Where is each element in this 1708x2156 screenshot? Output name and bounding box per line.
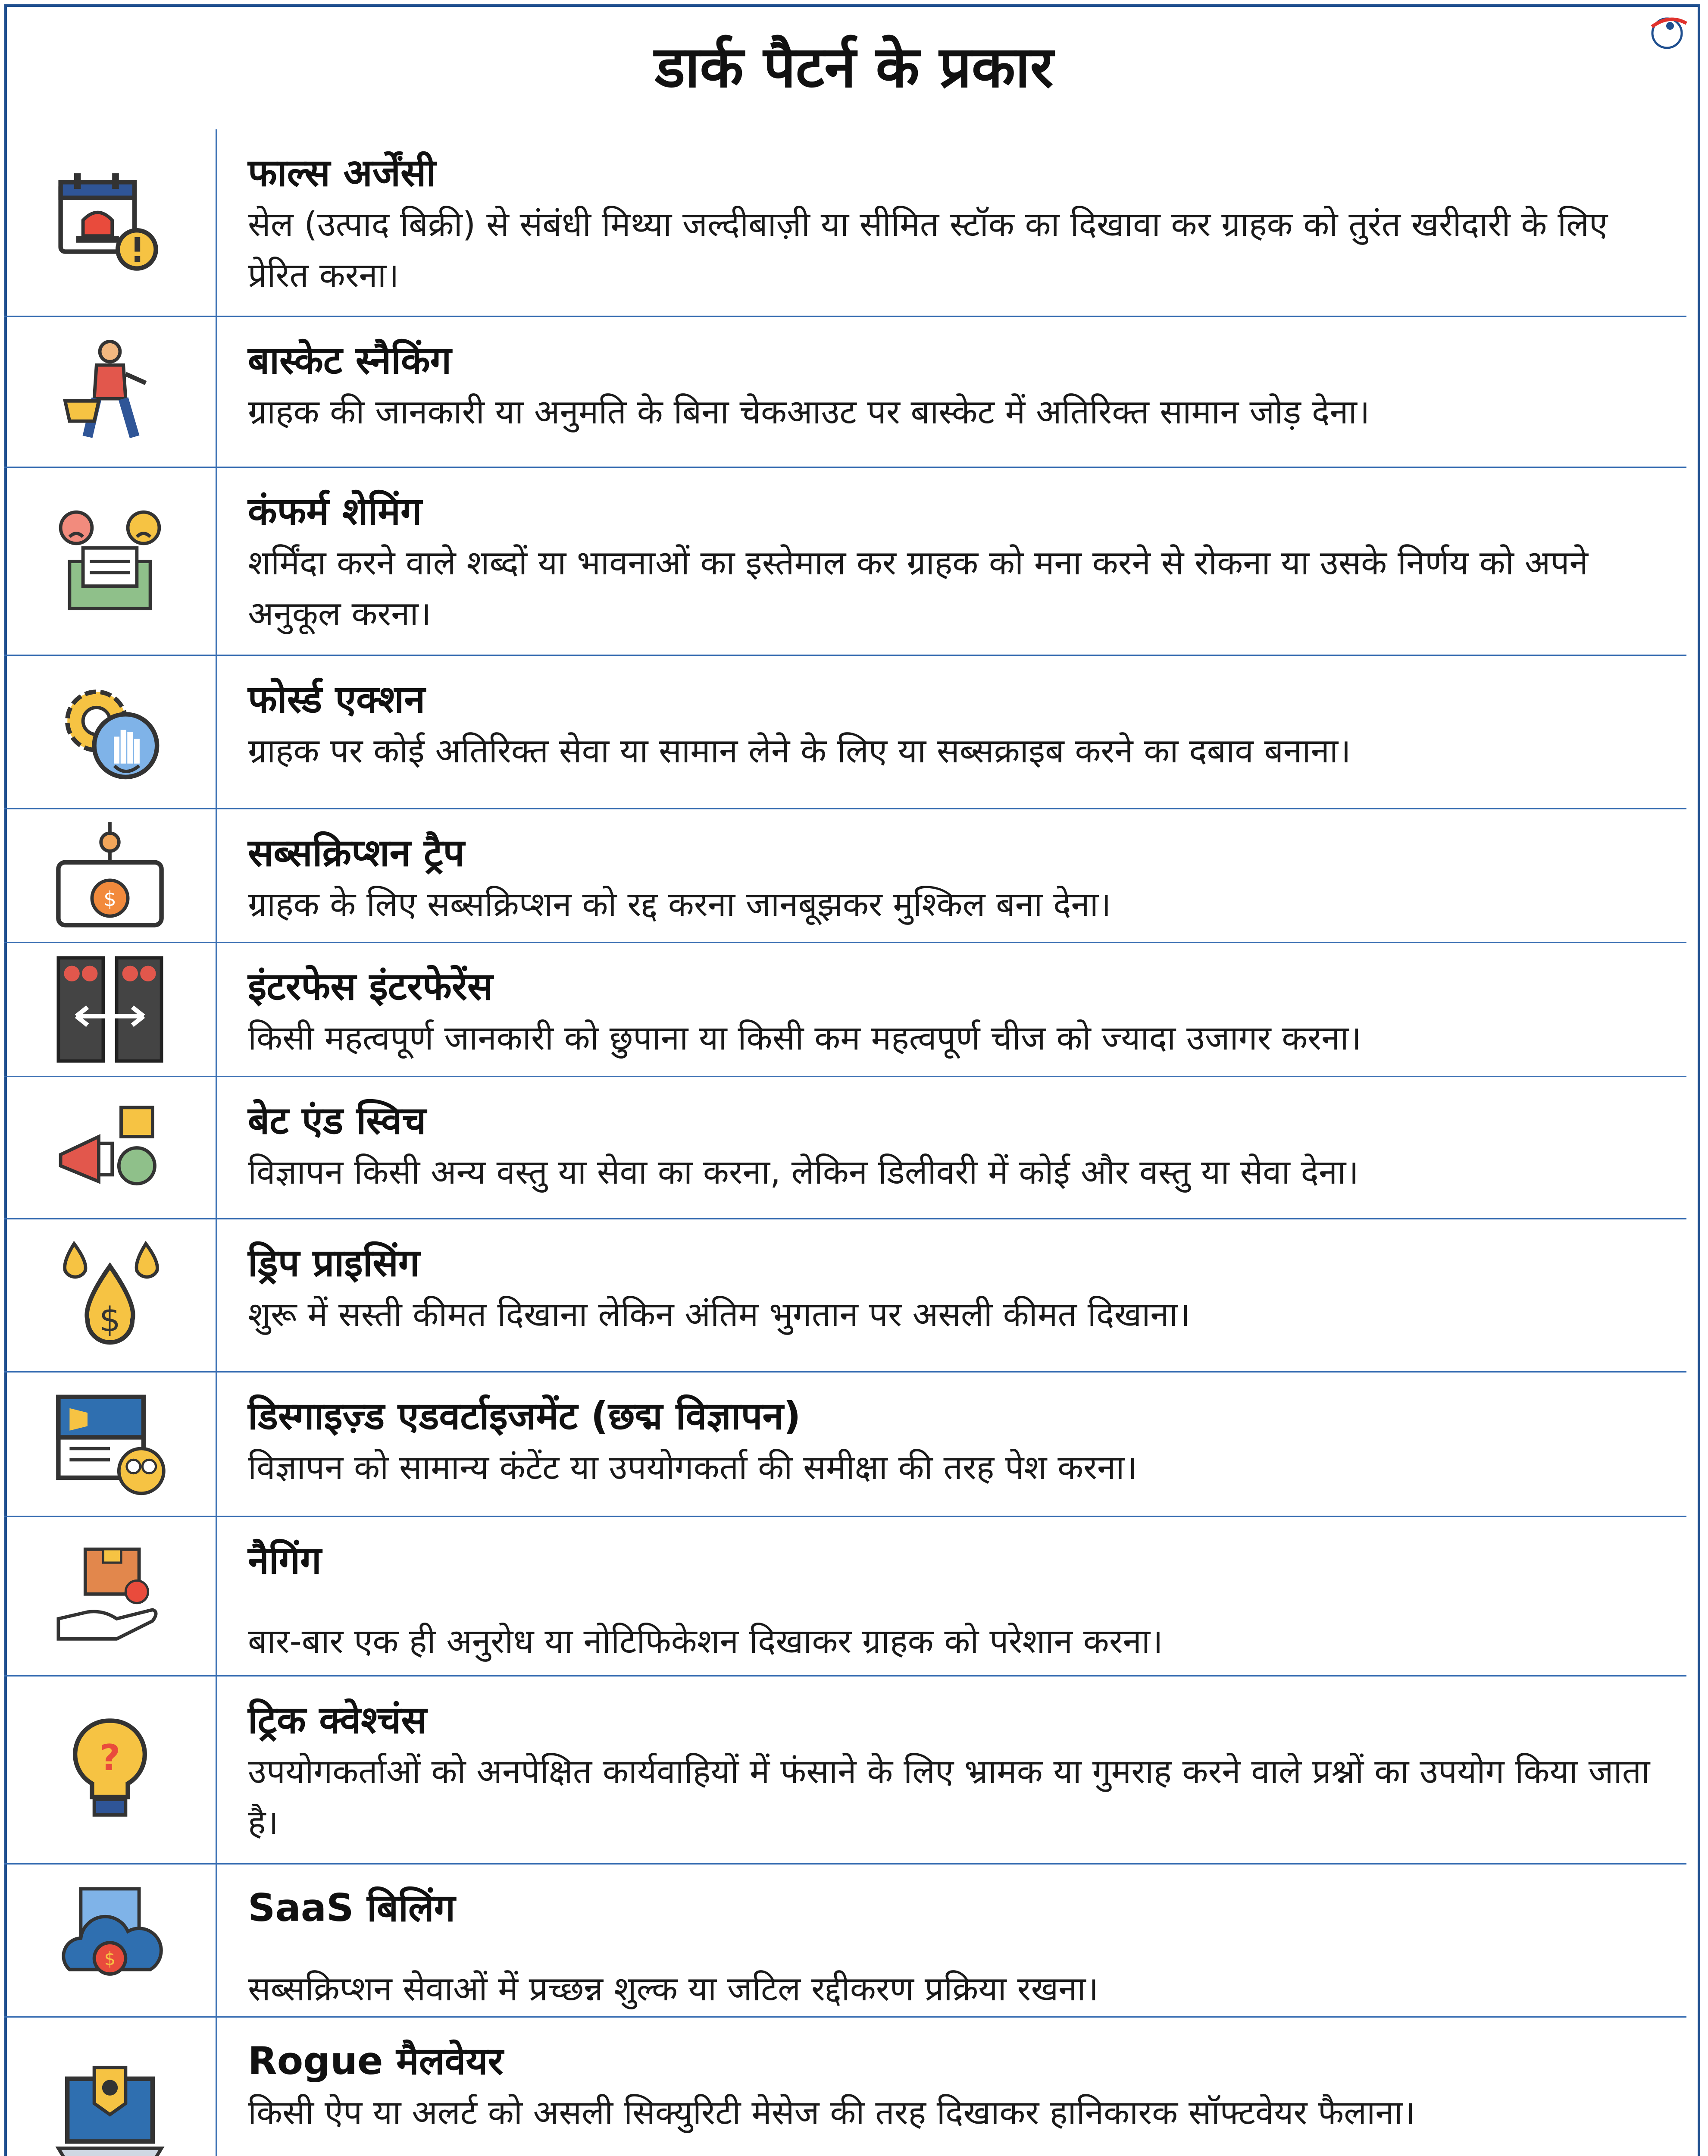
pattern-title: डिस्गाइज़्ड एडवर्टाइजमेंट (छद्म विज्ञापन)	[248, 1394, 801, 1438]
pattern-description: किसी महत्वपूर्ण जानकारी को छुपाना या किसी कम महत्वपूर्ण चीज को ज्यादा उजागर करना।	[248, 1019, 1362, 1058]
table-row	[4, 317, 1686, 468]
svg-text:?: ?	[99, 1736, 121, 1779]
pattern-title: फोर्स्ड एक्शन	[248, 677, 425, 721]
question-bulb-icon	[54, 1714, 166, 1826]
pattern-title: बेट एंड स्विच	[248, 1098, 426, 1143]
pattern-title: बास्केट स्नैकिंग	[248, 338, 452, 382]
pattern-description: शर्मिंदा करने वाले शब्दों या भावनाओं का इस्तेमाल कर ग्राहक को मना करने से रोकना या उसके निर्णय को अपने अनुकूल करना।	[248, 544, 1588, 633]
table-row	[4, 1219, 1686, 1373]
pattern-title: इंटरफेस इंटरफेरेंस	[248, 964, 493, 1009]
pattern-title: सब्सक्रिप्शन ट्रैप	[248, 830, 465, 875]
table-row	[4, 943, 1686, 1077]
shopper-basket-icon	[54, 336, 166, 448]
gear-hand-icon	[54, 676, 166, 788]
pattern-title: SaaS बिलिंग	[248, 1886, 456, 1930]
megaphone-delivery-icon	[54, 1092, 166, 1204]
pattern-description: ग्राहक पर कोई अतिरिक्त सेवा या सामान लेने के लिए या सब्सक्राइब करने का दबाव बनाना।	[248, 732, 1351, 771]
pattern-description: बार-बार एक ही अनुरोध या नोटिफिकेशन दिखाकर ग्राहक को परेशान करना।	[248, 1622, 1163, 1661]
pattern-description: ग्राहक की जानकारी या अनुमति के बिना चेकआउट पर बास्केट में अतिरिक्त सामान जोड़ देना।	[248, 393, 1370, 432]
table-row	[4, 2018, 1686, 2156]
svg-text:$: $	[99, 1300, 121, 1340]
ad-board-glasses-icon	[54, 1388, 166, 1500]
phone-coin-trap-icon	[54, 820, 166, 932]
page-title: डार्क पैटर्न के प्रकार	[654, 34, 1054, 100]
calendar-alarm-icon	[54, 166, 166, 279]
dollar-drops-icon	[54, 1239, 166, 1351]
pattern-description: विज्ञापन को सामान्य कंटेंट या उपयोगकर्ता की समीक्षा की तरह पेश करना।	[248, 1448, 1138, 1487]
pattern-description: विज्ञापन किसी अन्य वस्तु या सेवा का करना, लेकिन डिलीवरी में कोई और वस्तु या सेवा देना।	[248, 1153, 1359, 1192]
table-row	[4, 129, 1686, 317]
table-row	[4, 468, 1686, 656]
pattern-description: किसी ऐप या अलर्ट को असली सिक्युरिटी मेसेज की तरह दिखाकर हानिकारक सॉफ्टवेयर फैलाना।	[248, 2093, 1416, 2132]
table-row	[4, 1677, 1686, 1865]
pattern-title: ड्रिप प्राइसिंग	[248, 1241, 420, 1285]
table-row	[4, 1373, 1686, 1517]
table-row	[4, 809, 1686, 943]
pattern-title: ट्रिक क्वेश्चंस	[248, 1698, 427, 1742]
pattern-title: कंफर्म शेमिंग	[248, 489, 422, 533]
pattern-description: ग्राहक के लिए सब्सक्रिप्शन को रद्द करना जानबूझकर मुश्किल बना देना।	[248, 885, 1111, 924]
pattern-title: फाल्स अर्जेंसी	[248, 150, 436, 195]
sad-faces-mail-icon	[54, 505, 166, 617]
pattern-description: सब्सक्रिप्शन सेवाओं में प्रच्छन्न शुल्क या जटिल रद्दीकरण प्रक्रिया रखना।	[248, 1970, 1099, 2009]
cloud-billing-icon	[54, 1884, 166, 1996]
pattern-description: शुरू में सस्ती कीमत दिखाना लेकिन अंतिम भुगतान पर असली कीमत दिखाना।	[248, 1295, 1191, 1334]
laptop-bug-icon	[54, 2059, 166, 2156]
table-row	[4, 1517, 1686, 1677]
pattern-description: सेल (उत्पाद बिक्री) से संबंधी मिथ्या जल्दीबाज़ी या सीमित स्टॉक का दिखावा कर ग्राहक को तुरंत खरीदारी के लिए प्रेरित करना।	[248, 205, 1608, 295]
patterns-table	[4, 129, 1686, 2156]
pattern-title: नैगिंग	[248, 1538, 322, 1583]
switch-panel-icon	[54, 953, 166, 1065]
hand-package-icon	[54, 1540, 166, 1652]
table-row	[4, 1077, 1686, 1219]
svg-text:$: $	[104, 1948, 116, 1970]
table-row	[4, 656, 1686, 809]
pattern-title: Rogue मैलवेयर	[248, 2039, 504, 2083]
svg-text:$: $	[103, 887, 116, 911]
pattern-description: उपयोगकर्ताओं को अनपेक्षित कार्यवाहियों में फंसाने के लिए भ्रामक या गुमराह करने वाले प्रश्नों का उपयोग किया जाता है।	[248, 1752, 1650, 1842]
table-row	[4, 1865, 1686, 2018]
